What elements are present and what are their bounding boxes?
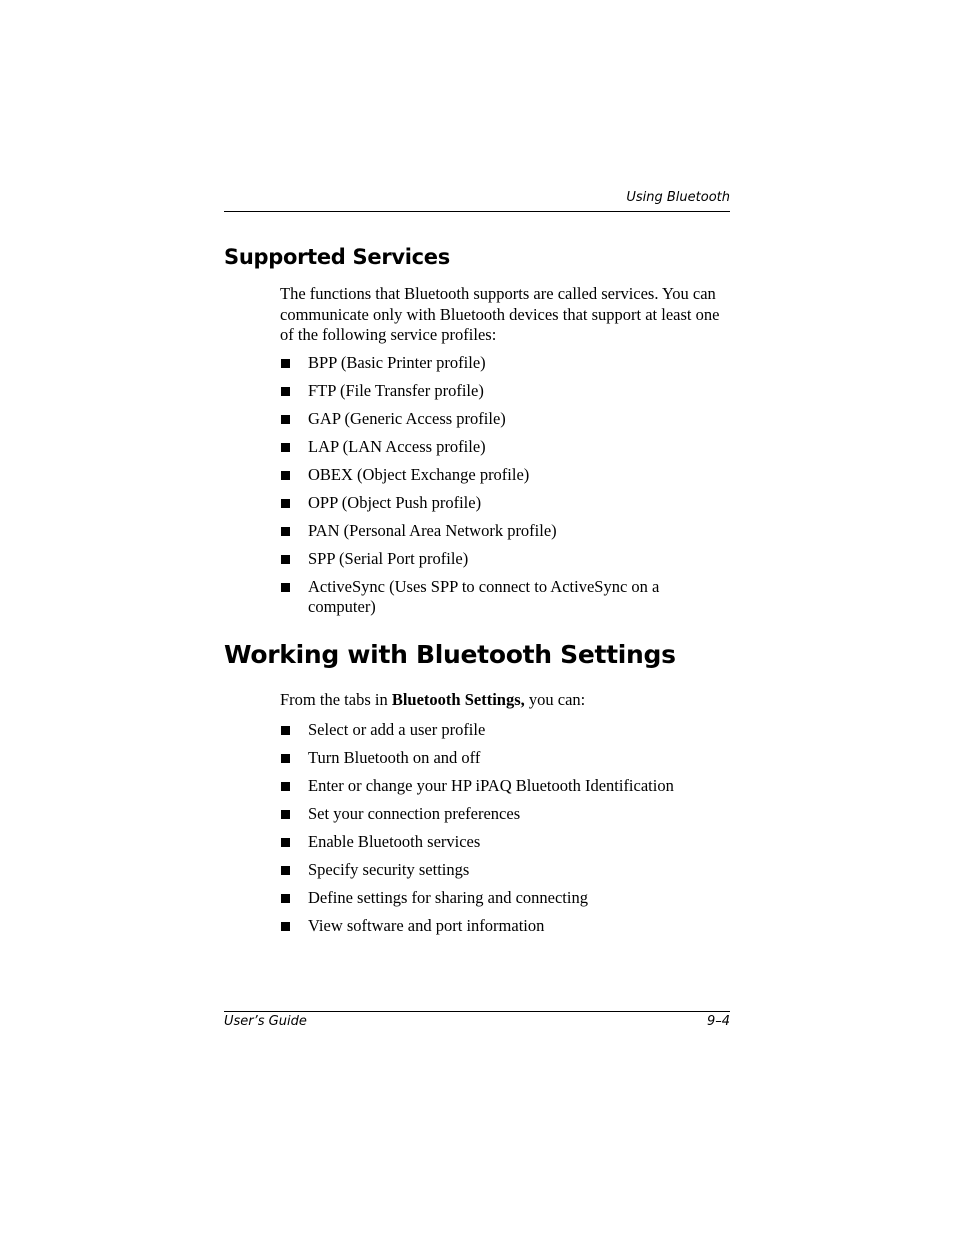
list-item-text: Enable Bluetooth services xyxy=(308,832,481,851)
list-item xyxy=(280,521,700,541)
list-item xyxy=(280,381,700,401)
supported-services-intro: The functions that Bluetooth supports are called services. You can communicate only with Bluetooth devices that support at least one of the following service profiles: xyxy=(280,284,720,344)
header-rule xyxy=(224,211,730,212)
service-profiles-list xyxy=(280,353,700,625)
section-title-supported-services: Supported Services xyxy=(224,245,450,269)
section-title-bluetooth-settings: Working with Bluetooth Settings xyxy=(224,640,676,669)
square-bullet-icon xyxy=(281,838,290,847)
list-item xyxy=(280,437,700,457)
intro-prefix: From the tabs in xyxy=(280,690,392,709)
list-item-text: Enter or change your HP iPAQ Bluetooth Identification xyxy=(308,776,674,795)
list-item-text: Define settings for sharing and connecting xyxy=(308,888,588,907)
list-item xyxy=(280,577,700,616)
list-item xyxy=(280,804,700,824)
bluetooth-settings-intro xyxy=(280,690,730,711)
square-bullet-icon xyxy=(281,359,290,368)
list-item-text: Turn Bluetooth on and off xyxy=(308,748,481,767)
list-item-text: OPP (Object Push profile) xyxy=(308,493,482,512)
list-item xyxy=(280,353,700,373)
list-item-text: PAN (Personal Area Network profile) xyxy=(308,521,557,540)
square-bullet-icon xyxy=(281,555,290,564)
list-item-text: FTP (File Transfer profile) xyxy=(308,381,484,400)
list-item-text: View software and port information xyxy=(308,916,545,935)
intro-suffix: you can: xyxy=(524,690,586,709)
list-item xyxy=(280,860,700,880)
square-bullet-icon xyxy=(281,415,290,424)
list-item xyxy=(280,888,700,908)
list-item xyxy=(280,916,700,936)
page-number: 9–4 xyxy=(706,1014,730,1029)
list-item-text: Set your connection preferences xyxy=(308,804,521,823)
list-item xyxy=(280,549,700,569)
list-item-text: SPP (Serial Port profile) xyxy=(308,549,469,568)
list-item-text: OBEX (Object Exchange profile) xyxy=(308,465,530,484)
list-item xyxy=(280,493,700,513)
square-bullet-icon xyxy=(281,499,290,508)
list-item-text: BPP (Basic Printer profile) xyxy=(308,353,486,372)
square-bullet-icon xyxy=(281,782,290,791)
list-item xyxy=(280,465,700,485)
list-item xyxy=(280,409,700,429)
square-bullet-icon xyxy=(281,443,290,452)
settings-capabilities-list xyxy=(280,720,700,944)
square-bullet-icon xyxy=(281,922,290,931)
square-bullet-icon xyxy=(281,527,290,536)
list-item-text: Select or add a user profile xyxy=(308,720,486,739)
list-item-text: Specify security settings xyxy=(308,860,470,879)
square-bullet-icon xyxy=(281,387,290,396)
list-item-text: ActiveSync (Uses SPP to connect to ActiveSync on a computer) xyxy=(308,577,660,616)
square-bullet-icon xyxy=(281,583,290,592)
list-item-text: LAP (LAN Access profile) xyxy=(308,437,486,456)
list-item xyxy=(280,832,700,852)
square-bullet-icon xyxy=(281,866,290,875)
square-bullet-icon xyxy=(281,894,290,903)
list-item-text: GAP (Generic Access profile) xyxy=(308,409,506,428)
intro-bold-term: Bluetooth Settings, xyxy=(391,690,525,709)
square-bullet-icon xyxy=(281,810,290,819)
running-header: Using Bluetooth xyxy=(626,190,730,205)
list-item xyxy=(280,720,700,740)
footer-guide-title: User’s Guide xyxy=(224,1014,307,1029)
list-item xyxy=(280,776,700,796)
square-bullet-icon xyxy=(281,471,290,480)
square-bullet-icon xyxy=(281,754,290,763)
footer-rule xyxy=(224,1011,730,1012)
list-item xyxy=(280,748,700,768)
square-bullet-icon xyxy=(281,726,290,735)
